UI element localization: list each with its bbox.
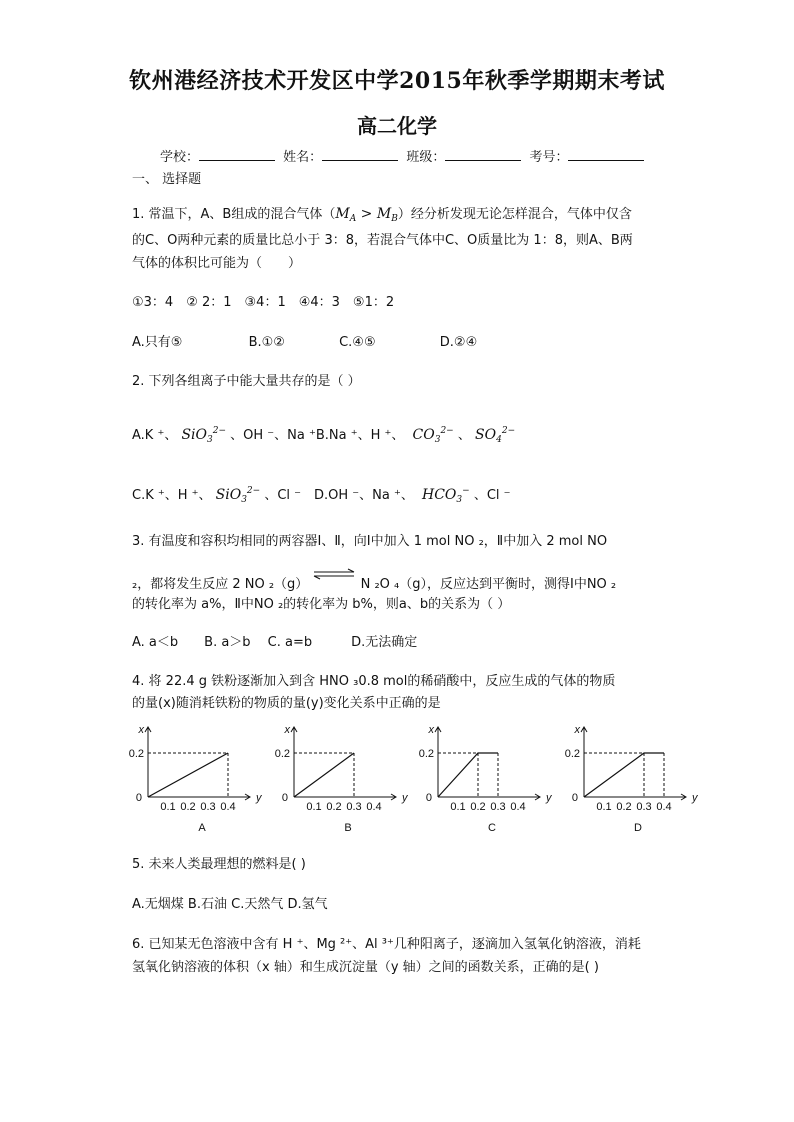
graph-d-xtick-4: 0.4 bbox=[656, 801, 672, 813]
graph-c-xtick-2: 0.2 bbox=[470, 801, 486, 813]
graph-a-ylabel: x bbox=[138, 724, 144, 736]
graph-a-ytick: 0.2 bbox=[128, 748, 144, 760]
hco3-sub: 3 bbox=[456, 495, 463, 505]
graph-b-label: B bbox=[344, 822, 352, 834]
q4-line-1: 4. 将 22.4 g 铁粉逐渐加入到含 HNO ₃0.8 mol的稀硝酸中，反应生成的气体的物质 bbox=[132, 674, 616, 689]
class-label: 班级： bbox=[406, 150, 446, 165]
sio3-ion bbox=[181, 427, 226, 443]
co3-sup: 2− bbox=[440, 426, 454, 436]
sio3-c-base: SiO bbox=[215, 487, 242, 503]
q2-stem: 2. 下列各组离子中能大量共存的是（ ） bbox=[132, 374, 361, 389]
graph-a-xtick-2: 0.2 bbox=[180, 801, 196, 813]
school-blank[interactable] bbox=[199, 148, 275, 161]
graph-c-ytick: 0.2 bbox=[418, 748, 434, 760]
graph-c-label: C bbox=[488, 822, 496, 834]
class-blank[interactable] bbox=[445, 148, 521, 161]
q2-choices-cd bbox=[132, 484, 511, 505]
graph-b-xtick-2: 0.2 bbox=[326, 801, 342, 813]
q4-line-2: 的量(x)随消耗铁粉的物质的量(y)变化关系中正确的是 bbox=[132, 696, 441, 711]
hco3-ion bbox=[422, 487, 470, 503]
q1-line-2: 的C、O两种元素的质量比总小于 3：8，若混合气体中C、O质量比为 1：8，则A、B两 bbox=[132, 233, 633, 248]
gt-symbol: > bbox=[356, 206, 377, 222]
graph-c-xtick-4: 0.4 bbox=[510, 801, 526, 813]
graph-a-xtick-4: 0.4 bbox=[220, 801, 236, 813]
graph-a-label: A bbox=[198, 822, 206, 834]
graph-a-xlabel: y bbox=[256, 792, 262, 804]
graph-b-xtick-4: 0.4 bbox=[366, 801, 382, 813]
sio3-c-sub: 3 bbox=[241, 495, 247, 505]
sio3-c-sup: 2− bbox=[246, 486, 261, 496]
ma-subscript: A bbox=[349, 214, 357, 224]
graph-d-ylabel: x bbox=[574, 724, 580, 736]
q1-choice-a[interactable]: A.只有⑤ bbox=[132, 335, 183, 350]
co3-ion bbox=[413, 427, 454, 443]
q2-choice-d-start[interactable]: 、Cl ⁻ D.OH ⁻、Na ⁺、 bbox=[264, 488, 414, 503]
q2-separator: 、 bbox=[457, 428, 471, 443]
hco3-sup: − bbox=[462, 486, 470, 496]
q2-choices-ab bbox=[132, 424, 515, 445]
q1-text-post: ）经分析发现无论怎样混合，气体中仅含 bbox=[397, 207, 632, 222]
sio3-sup: 2− bbox=[212, 426, 227, 436]
q1-line-3: 气体的体积比可能为（ ） bbox=[132, 256, 302, 271]
q1-text-pre: 1. 常温下，A、B组成的混合气体（ bbox=[132, 207, 336, 222]
graph-c-origin: 0 bbox=[425, 792, 432, 804]
q5-stem: 5. 未来人类最理想的燃料是( ) bbox=[132, 857, 306, 872]
so4-base: SO bbox=[475, 427, 497, 443]
sio3-ion-c bbox=[216, 487, 261, 503]
q3-line-2-pre: ₂，都将发生反应 2 NO ₂（g） bbox=[132, 577, 309, 592]
q1-line-1 bbox=[132, 203, 632, 224]
co3-base: CO bbox=[412, 427, 435, 443]
graph-b-ytick: 0.2 bbox=[274, 748, 290, 760]
q6-line-1: 6. 已知某无色溶液中含有 H ⁺、Mg ²⁺、Al ³⁺几种阳离子，逐滴加入氢氧化钠溶液，消耗 bbox=[132, 937, 641, 952]
name-label: 姓名： bbox=[283, 150, 323, 165]
q1-choice-d[interactable]: D.②④ bbox=[439, 335, 478, 350]
graph-a-xtick-1: 0.1 bbox=[160, 801, 176, 813]
graph-a-series-line bbox=[148, 753, 228, 797]
q4-graphs bbox=[0, 718, 794, 848]
sio3-sub: 3 bbox=[207, 435, 213, 445]
name-blank[interactable] bbox=[322, 148, 398, 161]
section-heading: 一、 选择题 bbox=[132, 172, 202, 187]
q3-line-1: 3. 有温度和容积均相同的两容器Ⅰ、Ⅱ，向Ⅰ中加入 1 mol NO ₂，Ⅱ中加入 2 mol NO bbox=[132, 534, 608, 549]
ma-symbol: M bbox=[335, 206, 350, 222]
graph-b-origin: 0 bbox=[281, 792, 288, 804]
graph-d-xtick-1: 0.1 bbox=[596, 801, 612, 813]
q2-choice-b-start[interactable]: 、OH ⁻、Na ⁺B.Na ⁺、H ⁺、 bbox=[230, 428, 405, 443]
graph-c-xtick-1: 0.1 bbox=[450, 801, 466, 813]
exam-title: 钦州港经济技术开发区中学2015年秋季学期期末考试 bbox=[129, 68, 665, 94]
graph-d-xtick-3: 0.3 bbox=[636, 801, 652, 813]
graph-c-series-line bbox=[438, 753, 498, 797]
q2-choice-a-start[interactable]: A.K ⁺、 bbox=[132, 428, 178, 443]
graph-d-ytick: 0.2 bbox=[564, 748, 580, 760]
q2-choice-c-start[interactable]: C.K ⁺、H ⁺、 bbox=[132, 488, 212, 503]
q2-choice-d-end: 、Cl ⁻ bbox=[473, 488, 511, 503]
graph-d-origin: 0 bbox=[571, 792, 578, 804]
graph-c-xlabel: y bbox=[546, 792, 552, 804]
graph-c-ylabel: x bbox=[428, 724, 434, 736]
exam-number-blank[interactable] bbox=[568, 148, 644, 161]
graph-d-xlabel: y bbox=[692, 792, 698, 804]
q6-line-2: 氢氧化钠溶液的体积（x 轴）和生成沉淀量（y 轴）之间的函数关系，正确的是( ) bbox=[132, 960, 599, 975]
exam-subject: 高二化学 bbox=[357, 114, 437, 138]
graph-a-origin: 0 bbox=[135, 792, 142, 804]
so4-sub: 4 bbox=[496, 435, 502, 445]
student-info-line bbox=[160, 146, 648, 165]
q1-choices bbox=[132, 331, 477, 350]
graph-b-series-line bbox=[294, 753, 354, 797]
q1-options: ①3：4 ② 2：1 ③4：1 ④4：3 ⑤1：2 bbox=[132, 295, 395, 310]
hco3-base: HCO bbox=[422, 487, 457, 503]
q3-line-3: 的转化率为 a%，Ⅱ中NO ₂的转化率为 b%，则a、b的关系为（ ） bbox=[132, 597, 511, 612]
q3-choices[interactable]: A. a＜b B. a＞b C. a=b D.无法确定 bbox=[132, 635, 418, 650]
graph-b-xlabel: y bbox=[402, 792, 408, 804]
graph-b-xtick-3: 0.3 bbox=[346, 801, 362, 813]
exam-number-label: 考号： bbox=[529, 150, 569, 165]
graph-d-series-line bbox=[584, 753, 664, 797]
q3-line-2-post: N ₂O ₄（g），反应达到平衡时，测得Ⅰ中NO ₂ bbox=[360, 577, 617, 592]
q1-choice-c[interactable]: C.④⑤ bbox=[339, 335, 376, 350]
q3-line-2 bbox=[132, 568, 616, 592]
so4-ion bbox=[475, 427, 515, 443]
graph-d-label: D bbox=[634, 822, 642, 834]
equilibrium-arrow-icon bbox=[312, 568, 356, 582]
so4-sup: 2− bbox=[501, 426, 516, 436]
graph-b-ylabel: x bbox=[284, 724, 290, 736]
q1-choice-b[interactable]: B.①② bbox=[248, 335, 285, 350]
mb-subscript: B bbox=[391, 214, 398, 224]
graph-c-xtick-3: 0.3 bbox=[490, 801, 506, 813]
mb-symbol: M bbox=[376, 206, 392, 222]
graph-d-xtick-2: 0.2 bbox=[616, 801, 632, 813]
q1-molar-mass-formula bbox=[335, 206, 397, 222]
q5-choices[interactable]: A.无烟煤 B.石油 C.天然气 D.氢气 bbox=[132, 897, 328, 912]
graph-b-xtick-1: 0.1 bbox=[306, 801, 322, 813]
school-label: 学校： bbox=[160, 150, 200, 165]
graph-a-xtick-3: 0.3 bbox=[200, 801, 216, 813]
co3-sub: 3 bbox=[434, 435, 441, 445]
sio3-base: SiO bbox=[181, 427, 208, 443]
